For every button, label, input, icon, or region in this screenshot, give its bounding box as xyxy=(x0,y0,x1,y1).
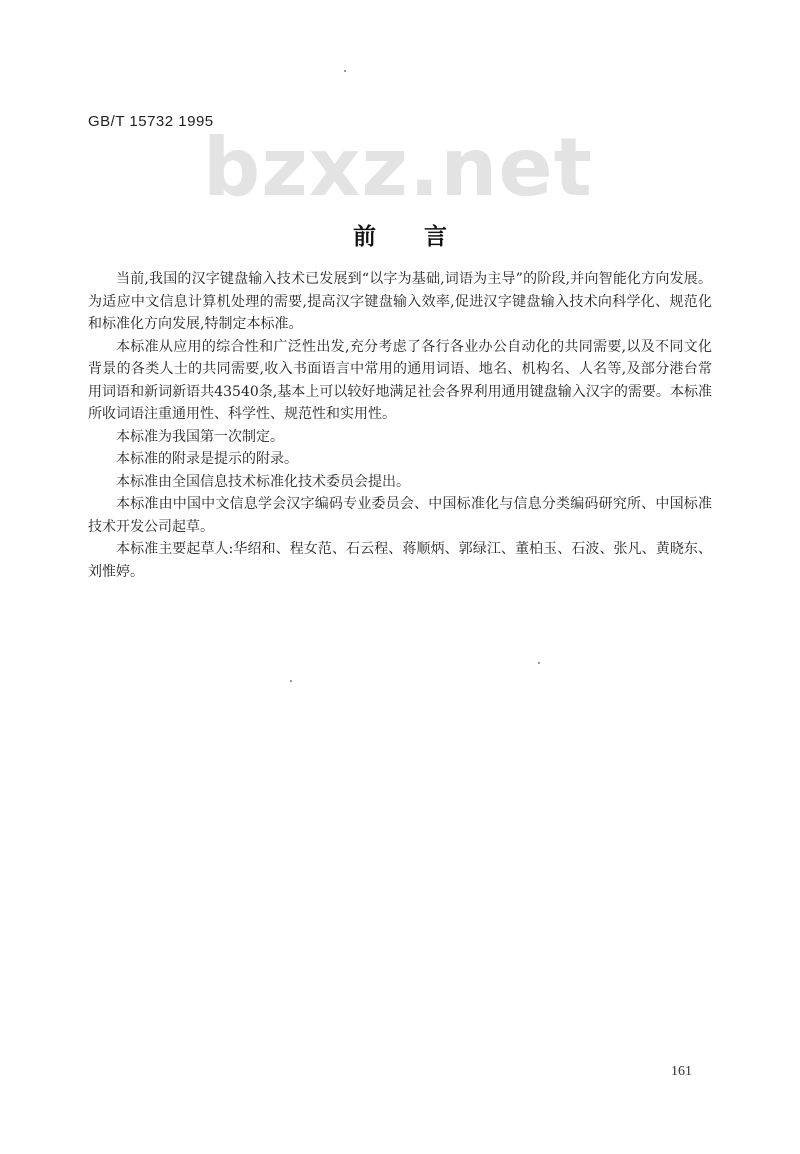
body-text xyxy=(88,268,712,583)
watermark: bzxz.net xyxy=(203,121,593,214)
standard-code: GB/T 15732 1995 xyxy=(88,113,214,130)
scan-speck xyxy=(290,680,292,682)
page-title: 前言 xyxy=(353,224,495,250)
paragraph: 本标准为我国第一次制定。 xyxy=(116,428,284,445)
scan-speck xyxy=(538,662,540,664)
page-number: 161 xyxy=(671,1064,692,1079)
scan-speck xyxy=(344,70,346,72)
paragraph: 本标准由中国中文信息学会汉字编码专业委员会、中国标准化与信息分类编码研究所、中国标准技术开发公司起草。 xyxy=(88,496,712,535)
paragraph: 本标准由全国信息技术标准化技术委员会提出。 xyxy=(116,473,410,490)
paragraph: 本标准从应用的综合性和广泛性出发,充分考虑了各行各业办公自动化的共同需要,以及不同文化背景的各类人士的共同需要,收入书面语言中常用的通用词语、地名、机构名、人名等,及部分港台常用词语和新词新语共43540条,基本上可以较好地满足社会各界利用通用键盘输入汉字的需要。本标准所收词语注重通用性、科学性、规范性和实用性。 xyxy=(88,338,712,422)
paragraph: 本标准主要起草人:华绍和、程女范、石云程、蒋顺炳、郭绿江、董柏玉、石波、张凡、黄晓东、刘惟婷。 xyxy=(88,541,712,580)
paragraph: 本标准的附录是提示的附录。 xyxy=(116,451,298,467)
paragraph: 当前,我国的汉字键盘输入技术已发展到“以字为基础,词语为主导”的阶段,并向智能化方向发展。为适应中文信息计算机处理的需要,提高汉字键盘输入效率,促进汉字键盘输入技术向科学化、规范化和标准化方向发展,特制定本标准。 xyxy=(88,271,712,332)
